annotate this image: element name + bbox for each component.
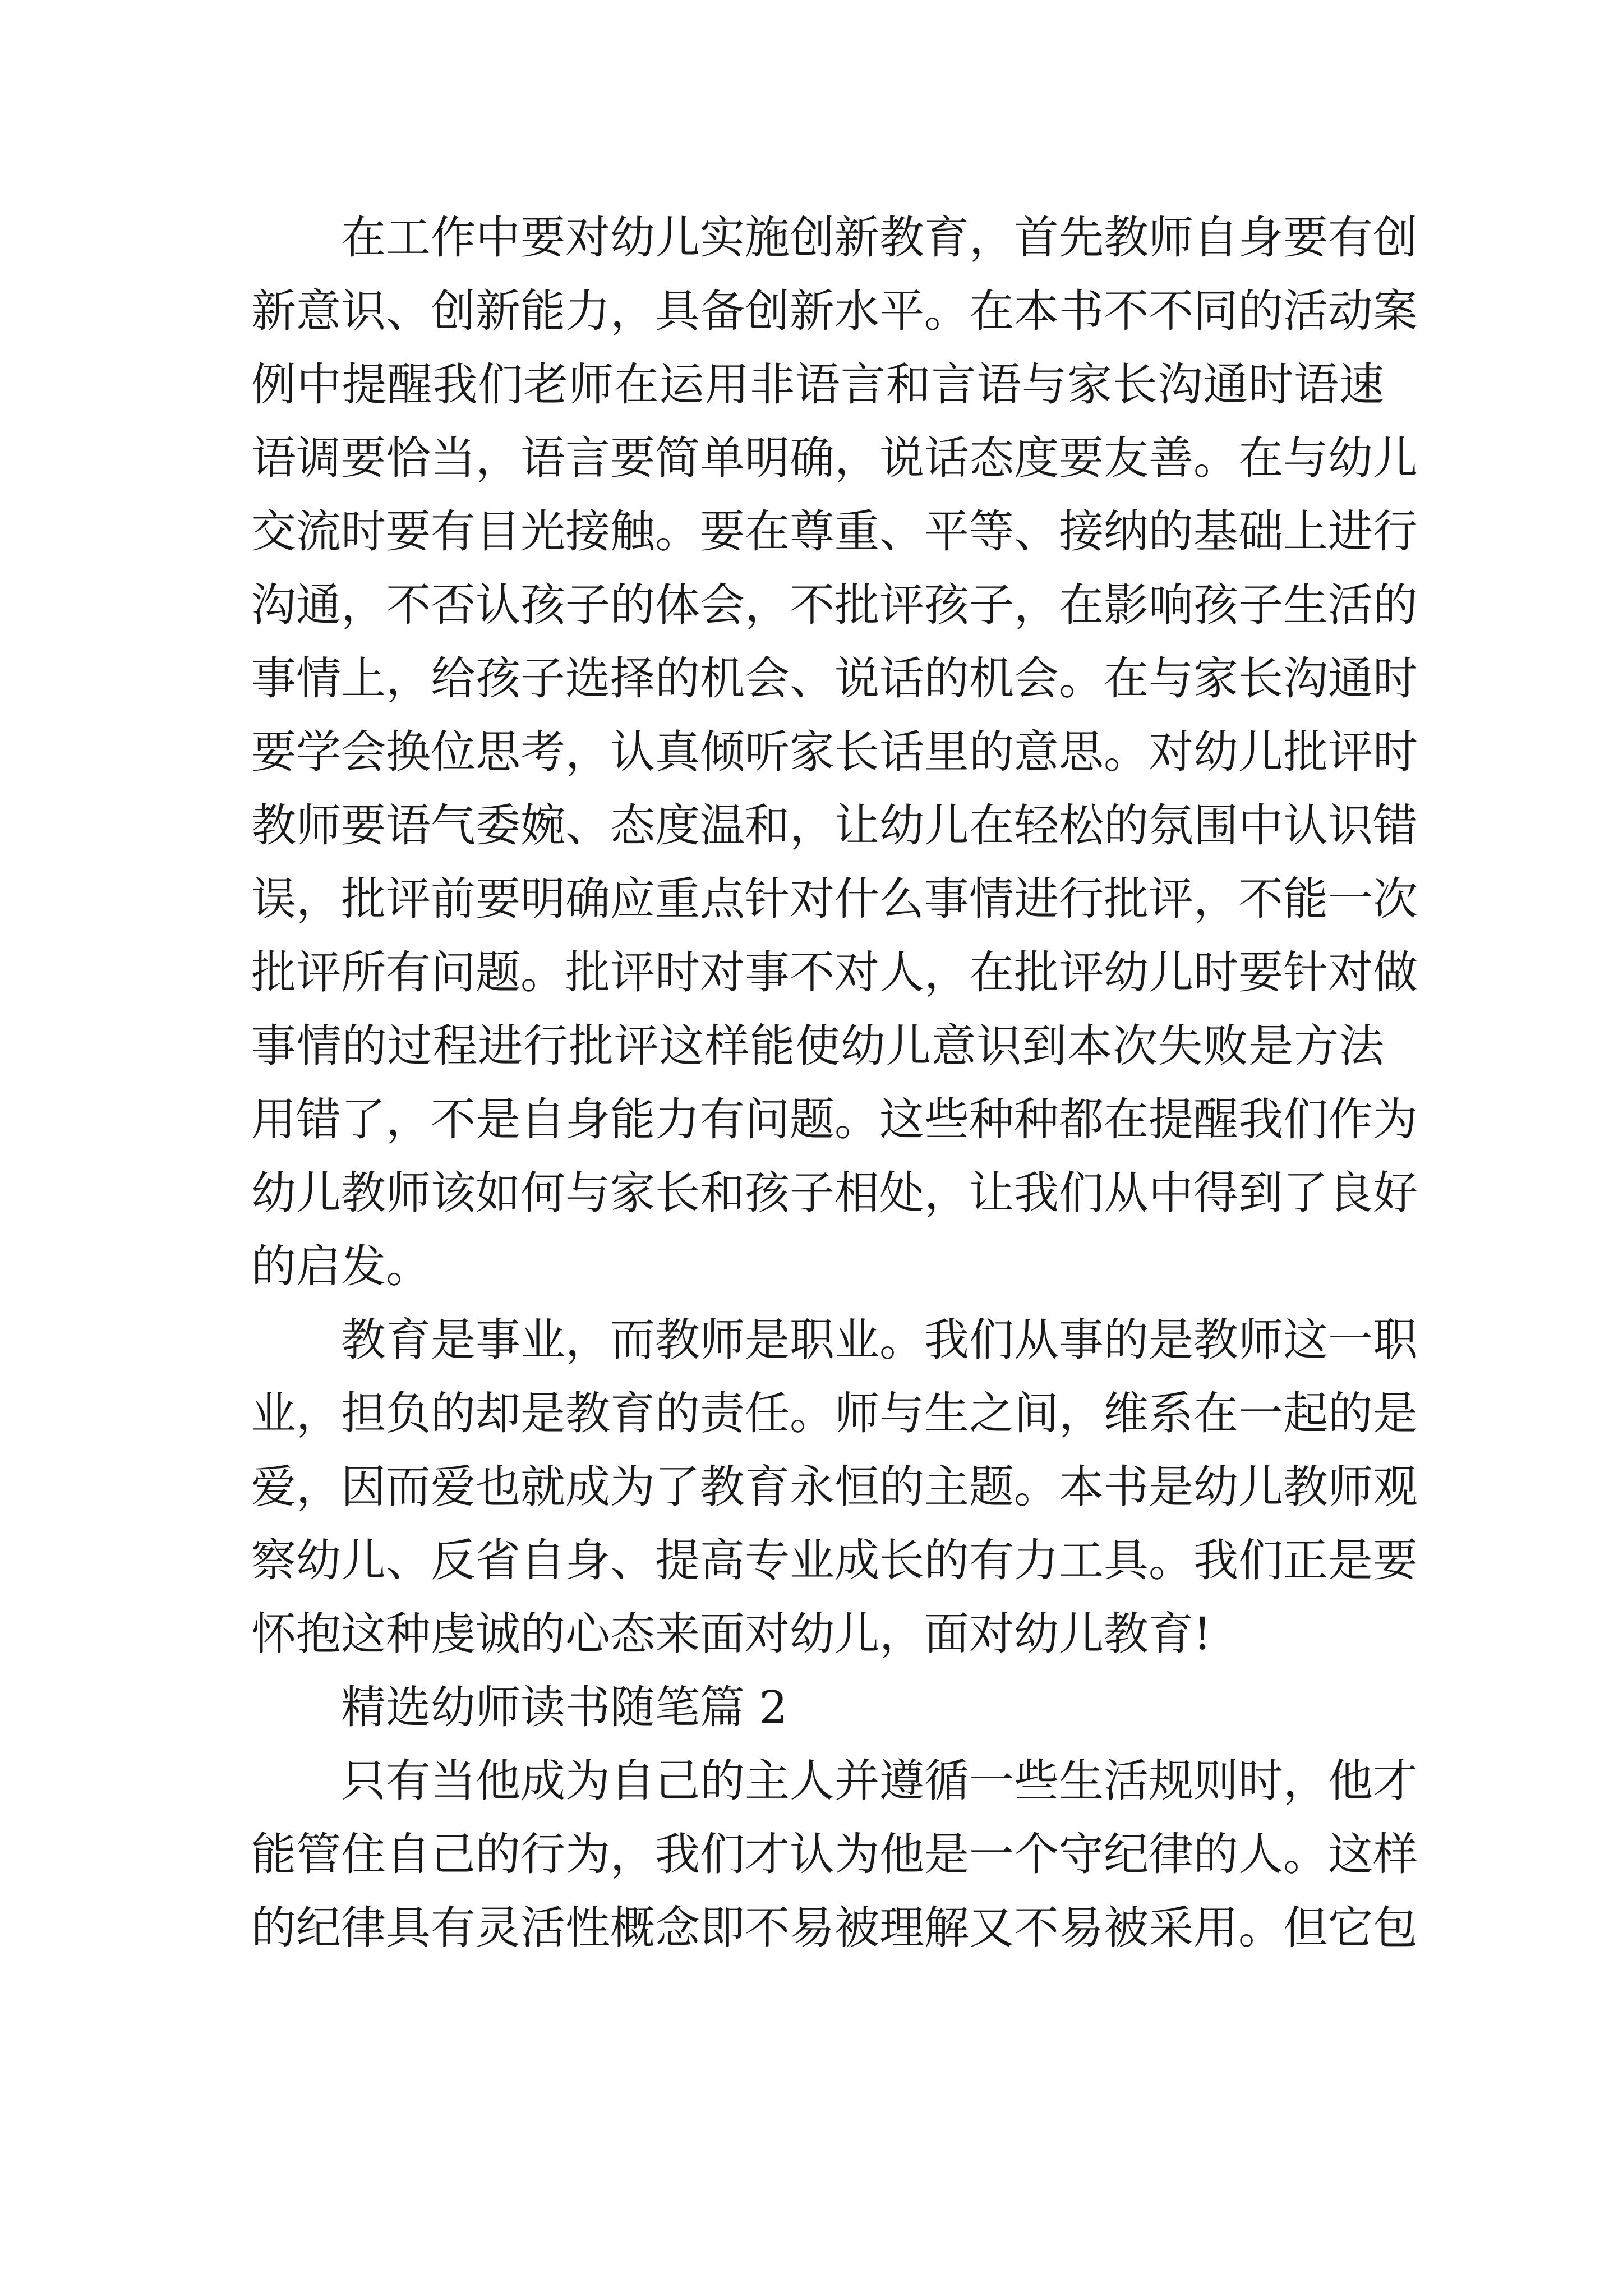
text-line: 用错了，不是自身能力有问题。这些种种都在提醒我们作为 [251,1093,1418,1145]
text-line: 的纪律具有灵活性概念即不易被理解又不易被采用。但它包 [251,1902,1418,1954]
paragraph [251,1744,1418,1964]
text-line: 语调要恰当，语言要简单明确，说话态度要友善。在与幼儿 [251,432,1418,484]
text-line: 业，担负的却是教育的责任。师与生之间，维系在一起的是 [251,1387,1418,1439]
text-line: 的启发。 [251,1240,431,1292]
text-line: 怀抱这种虔诚的心态来面对幼儿，面对幼儿教育! [251,1608,1212,1660]
text-line: 教育是事业，而教师是职业。我们从事的是教师这一职 [341,1314,1418,1366]
text-line: 察幼儿、反省自身、提高专业成长的有力工具。我们正是要 [251,1534,1418,1586]
paragraph [251,1303,1418,1671]
document-body [251,201,1418,1964]
text-line: 幼儿教师该如何与家长和孩子相处，让我们从中得到了良好 [251,1167,1418,1219]
paragraph [251,201,1418,1303]
text-line: 交流时要有目光接触。要在尊重、平等、接纳的基础上进行 [251,505,1418,558]
text-line: 事情的过程进行批评这样能使幼儿意识到本次失败是方法 [251,1020,1384,1072]
text-line: 新意识、创新能力，具备创新水平。在本书不不同的活动案 [251,285,1418,337]
text-line: 爱，因而爱也就成为了教育永恒的主题。本书是幼儿教师观 [251,1461,1418,1513]
text-line: 批评所有问题。批评时对事不对人，在批评幼儿时要针对做 [251,946,1418,999]
text-line: 能管住自己的行为，我们才认为他是一个守纪律的人。这样 [251,1828,1418,1880]
text-line: 在工作中要对幼儿实施创新教育，首先教师自身要有创 [341,211,1418,264]
text-line: 只有当他成为自己的主人并遵循一些生活规则时，他才 [341,1755,1418,1807]
section-heading: 精选幼师读书随笔篇 2 [341,1681,788,1733]
text-line: 误，批评前要明确应重点针对什么事情进行批评，不能一次 [251,873,1418,925]
text-line: 教师要语气委婉、态度温和，让幼儿在轻松的氛围中认识错 [251,799,1418,852]
text-line: 沟通，不否认孩子的体会，不批评孩子，在影响孩子生活的 [251,579,1418,631]
text-line: 要学会换位思考，认真倾听家长话里的意思。对幼儿批评时 [251,726,1418,778]
text-line: 例中提醒我们老师在运用非语言和言语与家长沟通时语速 [251,358,1384,411]
text-line: 事情上，给孩子选择的机会、说话的机会。在与家长沟通时 [251,652,1418,705]
